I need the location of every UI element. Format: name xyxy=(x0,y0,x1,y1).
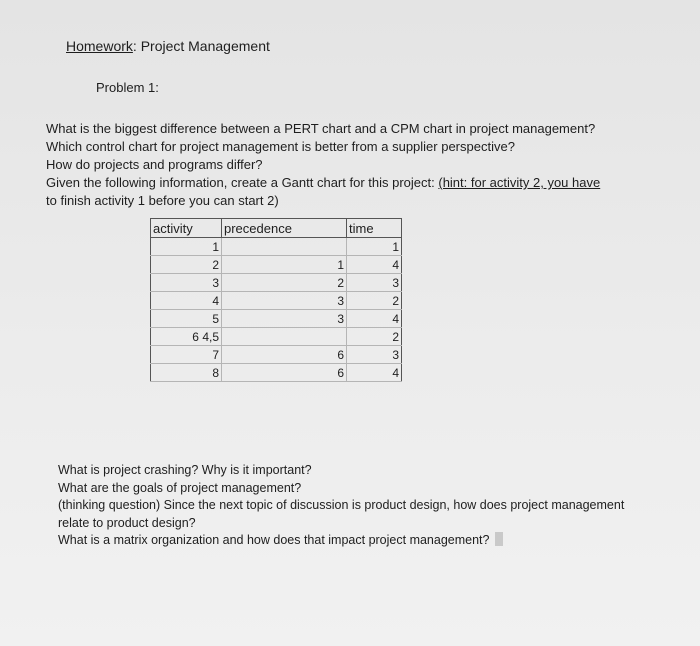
header-activity: activity xyxy=(151,219,222,238)
table-row xyxy=(151,328,402,346)
header-precedence: precedence xyxy=(222,219,347,238)
cell-time: 2 xyxy=(347,328,402,346)
cell-activity: 5 xyxy=(151,310,222,328)
intro-questions xyxy=(46,120,696,210)
cell-time: 4 xyxy=(347,364,402,382)
table-row xyxy=(151,238,402,256)
page-title xyxy=(66,38,270,54)
cell-precedence: 2 xyxy=(222,274,347,292)
text-cursor-icon xyxy=(495,532,503,546)
intro-question: Which control chart for project management is better from a supplier perspective? xyxy=(46,139,515,154)
title-homework: Homework xyxy=(66,38,133,54)
title-subject: Project Management xyxy=(140,38,270,54)
header-time: time xyxy=(347,219,402,238)
gantt-instruction-cont: to finish activity 1 before you can start 2) xyxy=(46,193,279,208)
question-line-last xyxy=(58,532,658,550)
cell-activity: 6 4,5 xyxy=(151,328,222,346)
cell-time: 2 xyxy=(347,292,402,310)
cell-time: 1 xyxy=(347,238,402,256)
intro-question: How do projects and programs differ? xyxy=(46,157,263,172)
question-text: What is a matrix organization and how does that impact project management? xyxy=(58,533,490,547)
table-row xyxy=(151,310,402,328)
gantt-hint: (hint: for activity 2, you have xyxy=(438,175,601,190)
intro-question: What is the biggest difference between a PERT chart and a CPM chart in project management? xyxy=(46,121,596,136)
cell-precedence xyxy=(222,238,347,256)
activity-table xyxy=(150,218,402,382)
cell-time: 4 xyxy=(347,256,402,274)
cell-activity: 2 xyxy=(151,256,222,274)
question-line: (thinking question) Since the next topic of discussion is product design, how does project management relate to product design? xyxy=(58,498,625,530)
cell-precedence: 1 xyxy=(222,256,347,274)
cell-precedence: 3 xyxy=(222,310,347,328)
cell-precedence: 6 xyxy=(222,364,347,382)
cell-time: 3 xyxy=(347,346,402,364)
cell-activity: 8 xyxy=(151,364,222,382)
cell-precedence: 3 xyxy=(222,292,347,310)
problem-label: Problem 1: xyxy=(96,80,159,95)
cell-activity: 7 xyxy=(151,346,222,364)
cell-activity: 1 xyxy=(151,238,222,256)
follow-up-questions xyxy=(58,462,658,550)
question-line: What is project crashing? Why is it important? xyxy=(58,463,312,477)
cell-precedence xyxy=(222,328,347,346)
cell-time: 4 xyxy=(347,310,402,328)
table-row xyxy=(151,292,402,310)
gantt-instruction xyxy=(46,174,696,192)
title-separator: : xyxy=(132,38,141,54)
table-header-row xyxy=(151,219,402,238)
question-line: What are the goals of project management? xyxy=(58,480,302,495)
cell-precedence: 6 xyxy=(222,346,347,364)
table-row xyxy=(151,346,402,364)
cell-precedence-inline: 4,5 xyxy=(202,329,219,344)
cell-time: 3 xyxy=(347,274,402,292)
table-row xyxy=(151,364,402,382)
gantt-prefix: Given the following information, create a Gantt chart for this project: xyxy=(46,175,439,190)
cell-activity: 4 xyxy=(151,292,222,310)
table-row xyxy=(151,274,402,292)
cell-activity: 3 xyxy=(151,274,222,292)
table-row xyxy=(151,256,402,274)
